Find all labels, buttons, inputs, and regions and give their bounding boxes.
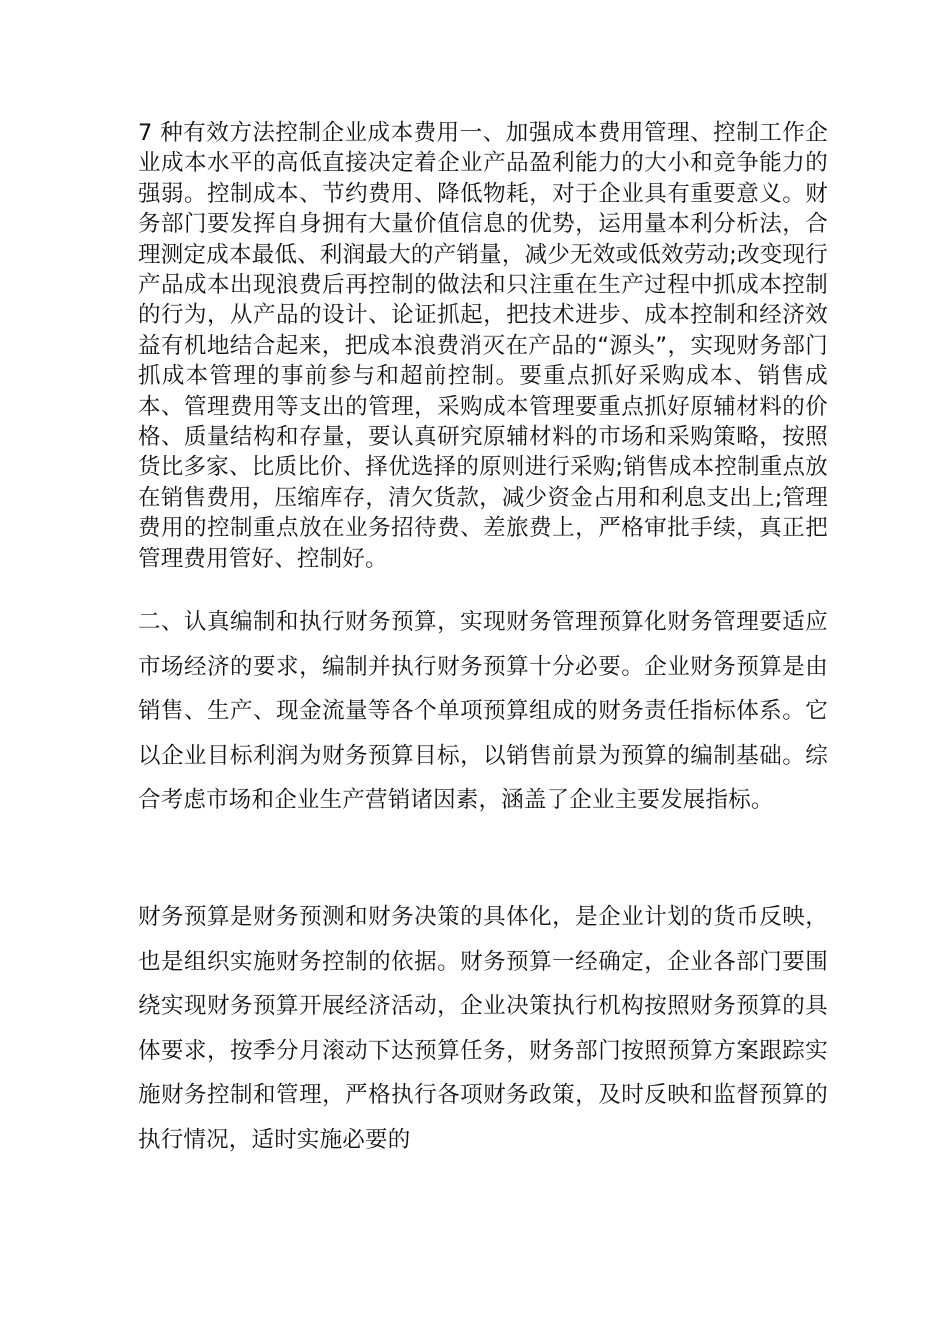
paragraph-cost-control: 7 种有效方法控制企业成本费用一、加强成本费用管理、控制工作企业成本水平的高低直接决定着企业产品盈利能力的大小和竞争能力的强弱。控制成本、节约费用、降低物耗，对于企业具有重要意义。财务部门要发挥自身拥有大量价值信息的优势，运用量本利分析法，合理测定成本最低、利润最大的产销量，减少无效或低效劳动;改变现行产品成本出现浪费后再控制的做法和只注重在生产过程中抓成本控制的行为，从产品的设计、论证抓起，把技术进步、成本控制和经济效益有机地结合起来，把成本浪费消灭在产品的“源头”，实现财务部门抓成本管理的事前参与和超前控制。要重点抓好采购成本、销售成本、管理费用等支出的管理，采购成本管理要重点抓好原辅材料的价格、质量结构和存量，要认真研究原辅材料的市场和采购策略，按照货比多家、比质比价、择优选择的原则进行采购;销售成本控制重点放在销售费用，压缩库存，清欠货款，减少资金占用和利息支出上;管理费用的控制重点放在业务招待费、差旅费上，严格审批手续，真正把管理费用管好、控制好。 [138,120,828,572]
paragraph-budget-detail: 财务预算是财务预测和财务决策的具体化，是企业计划的货币反映，也是组织实施财务控制的依据。财务预算一经确定，企业各部门要围绕实现财务预算开展经济活动，企业决策执行机构按照财务预算的具体要求，按季分月滚动下达预算任务，财务部门按照预算方案跟踪实施财务控制和管理，严格执行各项财务政策，及时反映和监督预算的执行情况，适时实施必要的 [138,904,828,1153]
paragraph-budget-intro: 二、认真编制和执行财务预算，实现财务管理预算化财务管理要适应市场经济的要求，编制并执行财务预算十分必要。企业财务预算是由销售、生产、现金流量等各个单项预算组成的财务责任指标体系。它以企业目标利润为财务预算目标，以销售前景为预算的编制基础。综合考虑市场和企业生产营销诸因素，涵盖了企业主要发展指标。 [138,609,828,814]
